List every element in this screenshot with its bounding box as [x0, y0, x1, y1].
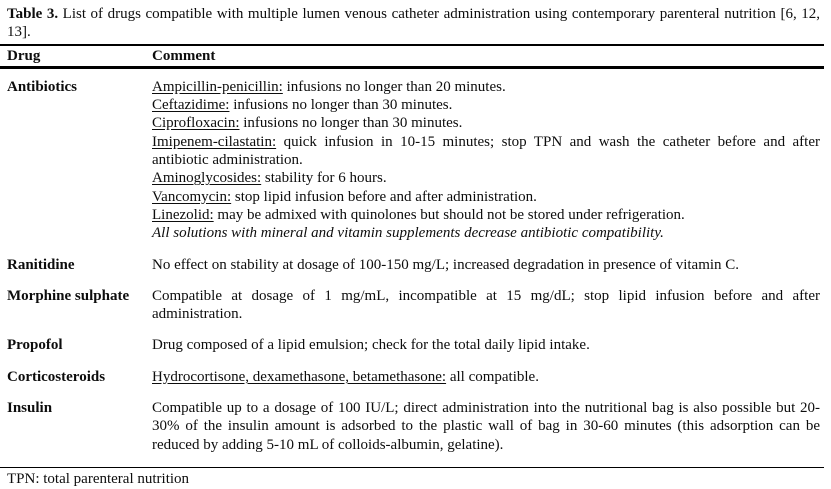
comment-text: Drug composed of a lipid emulsion; check for the total daily lipid intake.: [152, 337, 590, 354]
comment-text: infusions no longer than 30 minutes.: [229, 97, 453, 114]
comment-line: [152, 169, 820, 187]
drug-name: Morphine sulphate: [7, 287, 130, 304]
drug-subname-underlined: Hydrocortisone, dexamethasone, betamethasone:: [152, 368, 447, 385]
comment-line: [152, 188, 820, 206]
drug-name: Insulin: [7, 400, 53, 417]
comment-line: [152, 114, 820, 132]
comment-text: Compatible at dosage of 1 mg/mL, incompatible at 15 mg/dL; stop lipid infusion before and after administration.: [152, 287, 820, 323]
comment-line: [152, 224, 820, 242]
comment-cell: [152, 256, 820, 274]
table-row: [7, 78, 820, 243]
table-row: [7, 399, 820, 454]
drug-subname-underlined: Vancomycin:: [152, 188, 232, 205]
comment-text: all compatible.: [446, 368, 539, 385]
comment-cell: [152, 368, 820, 386]
drug-name: Antibiotics: [7, 78, 78, 95]
comment-line: [152, 256, 820, 274]
comment-line: [152, 368, 820, 386]
drug-name: Corticosteroids: [7, 368, 106, 385]
table-footnote: TPN: total parenteral nutrition: [7, 471, 190, 488]
comment-line: [152, 206, 820, 224]
drug-subname-underlined: Ampicillin-penicillin:: [152, 78, 283, 95]
drug-subname-underlined: Ceftazidime:: [152, 97, 230, 114]
drug-subname-underlined: Imipenem-cilastatin:: [152, 133, 277, 150]
comment-text: stability for 6 hours.: [261, 170, 387, 187]
comment-text: stop lipid infusion before and after administration.: [231, 188, 537, 205]
rule-bottom: [0, 467, 824, 469]
table-caption: [7, 5, 820, 42]
drug-subname-underlined: Linezolid:: [152, 206, 214, 223]
drug-subname-underlined: Ciprofloxacin:: [152, 115, 240, 132]
comment-line: [152, 287, 820, 324]
comment-line: [152, 78, 820, 96]
table-row: [7, 336, 820, 354]
comment-line: [152, 96, 820, 114]
table-row: [7, 368, 820, 386]
table-header-row: [7, 46, 820, 66]
column-header-comment: Comment: [152, 48, 216, 65]
drug-name: Ranitidine: [7, 256, 75, 273]
comment-cell: [152, 287, 820, 324]
comment-text: may be admixed with quinolones but should not be stored under refrigeration.: [213, 206, 685, 223]
comment-cell: [152, 399, 820, 454]
comment-cell: [152, 78, 820, 243]
drug-name: Propofol: [7, 337, 63, 354]
comment-line: [152, 336, 820, 354]
table-caption-number: Table 3.: [7, 6, 59, 22]
column-header-drug: Drug: [7, 48, 41, 65]
comment-line: [152, 399, 820, 454]
comment-text: infusions no longer than 20 minutes.: [282, 78, 506, 95]
comment-text: Compatible up to a dosage of 100 IU/L; direct administration into the nutritional bag is also possible but 20-30% of the insulin amount is adsorbed to the plastic wall of bag in 30-60 minutes (this adsorption can be reduced by adding 5-10 mL of colloids-albumin, gelatine).: [152, 400, 820, 453]
comment-line: [152, 133, 820, 170]
comment-text: All solutions with mineral and vitamin supplements decrease antibiotic compatibility.: [152, 225, 664, 242]
table-row: [7, 256, 820, 274]
table-body: [7, 69, 820, 454]
comment-cell: [152, 336, 820, 354]
drug-subname-underlined: Aminoglycosides:: [152, 170, 262, 187]
comment-text: No effect on stability at dosage of 100-150 mg/L; increased degradation in presence of vitamin C.: [152, 256, 740, 273]
comment-text: quick infusion in 10-15 minutes; stop TPN and wash the catheter before and after antibiotic administration.: [152, 133, 820, 169]
table-row: [7, 287, 820, 324]
comment-text: infusions no longer than 30 minutes.: [239, 115, 463, 132]
table-caption-text: List of drugs compatible with multiple lumen venous catheter administration using contemporary parenteral nutrition [6, 12, 13].: [7, 6, 820, 41]
